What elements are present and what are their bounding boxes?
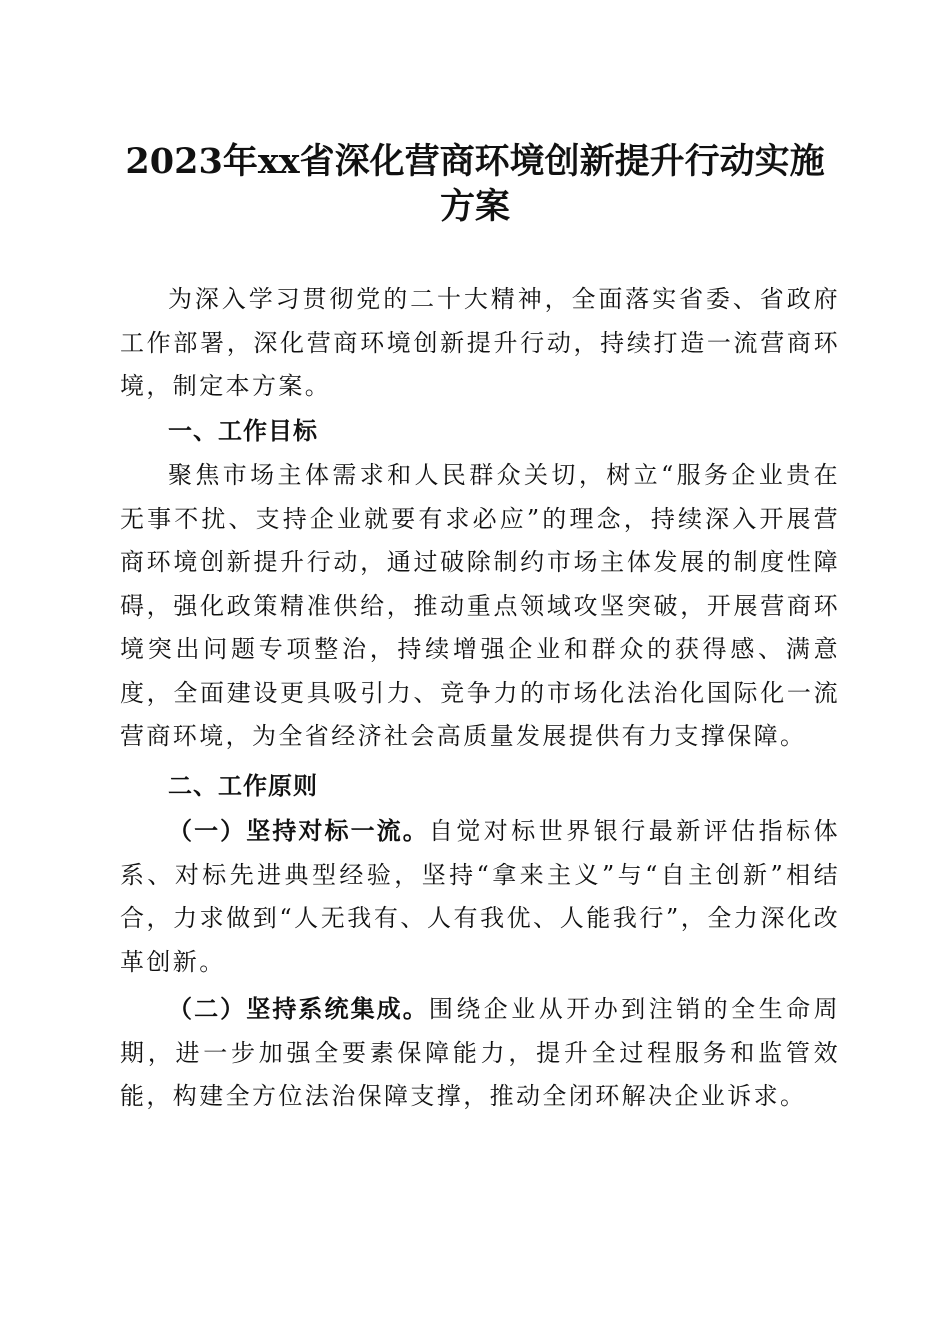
section-1-heading: 一、工作目标 — [168, 417, 318, 445]
principle-2-paragraph — [120, 988, 840, 1119]
principle-1-text: 自觉对标世界银行最新评估指标体系、对标先进典型经验，坚持“拿来主义”与“自主创新”相结合，力求做到“人无我有、人有我优、人能我行”，全力深化改革创新。 — [120, 817, 841, 976]
section-2-heading: 二、工作原则 — [168, 772, 318, 800]
document-title-line-1: 2023年xx省深化营商环境创新提升行动实施 — [125, 141, 825, 182]
principle-2-lead: （二）坚持系统集成。 — [168, 995, 429, 1023]
intro-paragraph: 为深入学习贯彻党的二十大精神，全面落实省委、省政府工作部署，深化营商环境创新提升行动，持续打造一流营商环境，制定本方案。 — [120, 285, 840, 400]
principle-1-lead: （一）坚持对标一流。 — [168, 817, 429, 845]
document-title-line-2: 方案 — [439, 186, 510, 227]
section-1-paragraph: 聚焦市场主体需求和人民群众关切，树立“服务企业贵在无事不扰、支持企业就要有求必应”的理念，持续深入开展营商环境创新提升行动，通过破除制约市场主体发展的制度性障碍，强化政策精准供给，推动重点领域攻坚突破，开展营商环境突出问题专项整治，持续增强企业和群众的获得感、满意度，全面建设更具吸引力、竞争力的市场化法治化国际化一流营商环境，为全省经济社会高质量发展提供有力支撑保障。 — [120, 461, 840, 750]
principle-1-paragraph — [120, 810, 840, 984]
principle-2-text: 围绕企业从开办到注销的全生命周期，进一步加强全要素保障能力，提升全过程服务和监管效能，构建全方位法治保障支撑，推动全闭环解决企业诉求。 — [120, 995, 841, 1110]
